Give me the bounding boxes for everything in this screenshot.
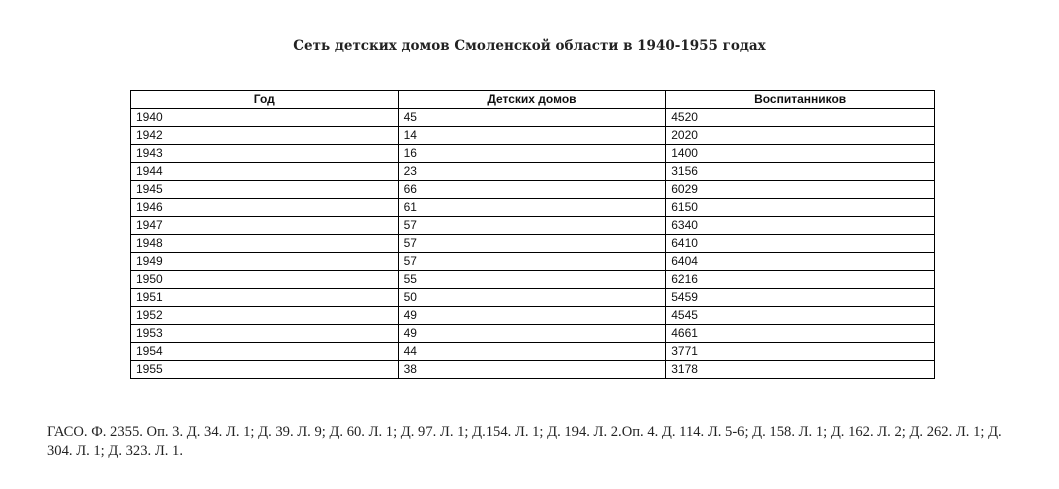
cell-year: 1948 xyxy=(131,235,399,253)
cell-pupils: 4661 xyxy=(666,325,935,343)
cell-year: 1951 xyxy=(131,289,399,307)
cell-orphanages: 23 xyxy=(398,163,666,181)
table-row xyxy=(131,325,935,343)
table-row xyxy=(131,163,935,181)
cell-orphanages: 16 xyxy=(398,145,666,163)
cell-pupils: 2020 xyxy=(666,127,935,145)
cell-orphanages: 38 xyxy=(398,361,666,379)
cell-year: 1954 xyxy=(131,343,399,361)
table-row xyxy=(131,109,935,127)
cell-year: 1949 xyxy=(131,253,399,271)
cell-year: 1946 xyxy=(131,199,399,217)
table-row xyxy=(131,253,935,271)
cell-pupils: 6029 xyxy=(666,181,935,199)
orphanage-table xyxy=(130,90,935,379)
table-row xyxy=(131,361,935,379)
cell-orphanages: 57 xyxy=(398,235,666,253)
cell-pupils: 3156 xyxy=(666,163,935,181)
cell-year: 1940 xyxy=(131,109,399,127)
header-pupils: Воспитанников xyxy=(666,91,935,109)
table-row xyxy=(131,181,935,199)
cell-orphanages: 55 xyxy=(398,271,666,289)
table-row xyxy=(131,307,935,325)
cell-pupils: 6410 xyxy=(666,235,935,253)
header-year: Год xyxy=(131,91,399,109)
cell-orphanages: 45 xyxy=(398,109,666,127)
cell-orphanages: 50 xyxy=(398,289,666,307)
cell-orphanages: 49 xyxy=(398,307,666,325)
table-row xyxy=(131,127,935,145)
cell-year: 1944 xyxy=(131,163,399,181)
cell-orphanages: 57 xyxy=(398,253,666,271)
cell-pupils: 6150 xyxy=(666,199,935,217)
cell-year: 1952 xyxy=(131,307,399,325)
cell-orphanages: 61 xyxy=(398,199,666,217)
page-title: Сеть детских домов Смоленской области в 1940-1955 годах xyxy=(293,38,766,54)
table-header-row xyxy=(131,91,935,109)
cell-pupils: 1400 xyxy=(666,145,935,163)
cell-year: 1942 xyxy=(131,127,399,145)
table-body xyxy=(131,109,935,379)
cell-year: 1955 xyxy=(131,361,399,379)
cell-year: 1953 xyxy=(131,325,399,343)
table-row xyxy=(131,235,935,253)
header-orphanages: Детских домов xyxy=(398,91,666,109)
cell-orphanages: 44 xyxy=(398,343,666,361)
table-row xyxy=(131,343,935,361)
table-row xyxy=(131,145,935,163)
cell-pupils: 5459 xyxy=(666,289,935,307)
cell-pupils: 6340 xyxy=(666,217,935,235)
cell-pupils: 3771 xyxy=(666,343,935,361)
cell-pupils: 4520 xyxy=(666,109,935,127)
source-note: ГАСО. Ф. 2355. Оп. 3. Д. 34. Л. 1; Д. 39. Л. 9; Д. 60. Л. 1; Д. 97. Л. 1; Д.154. Л. 1; Д. 194. Л. 2.Оп. 4. Д. 114. Л. 5-6; Д. 158. Л. 1; Д. 162. Л. 2; Д. 262. Л. 1; Д. 304. Л. 1; Д. 323. Л. 1. xyxy=(47,424,1002,459)
cell-orphanages: 49 xyxy=(398,325,666,343)
cell-pupils: 4545 xyxy=(666,307,935,325)
cell-pupils: 6216 xyxy=(666,271,935,289)
cell-year: 1943 xyxy=(131,145,399,163)
table-row xyxy=(131,199,935,217)
table-row xyxy=(131,217,935,235)
cell-pupils: 6404 xyxy=(666,253,935,271)
table-row xyxy=(131,271,935,289)
cell-pupils: 3178 xyxy=(666,361,935,379)
cell-orphanages: 57 xyxy=(398,217,666,235)
cell-orphanages: 14 xyxy=(398,127,666,145)
cell-year: 1947 xyxy=(131,217,399,235)
cell-orphanages: 66 xyxy=(398,181,666,199)
table-row xyxy=(131,289,935,307)
cell-year: 1945 xyxy=(131,181,399,199)
cell-year: 1950 xyxy=(131,271,399,289)
